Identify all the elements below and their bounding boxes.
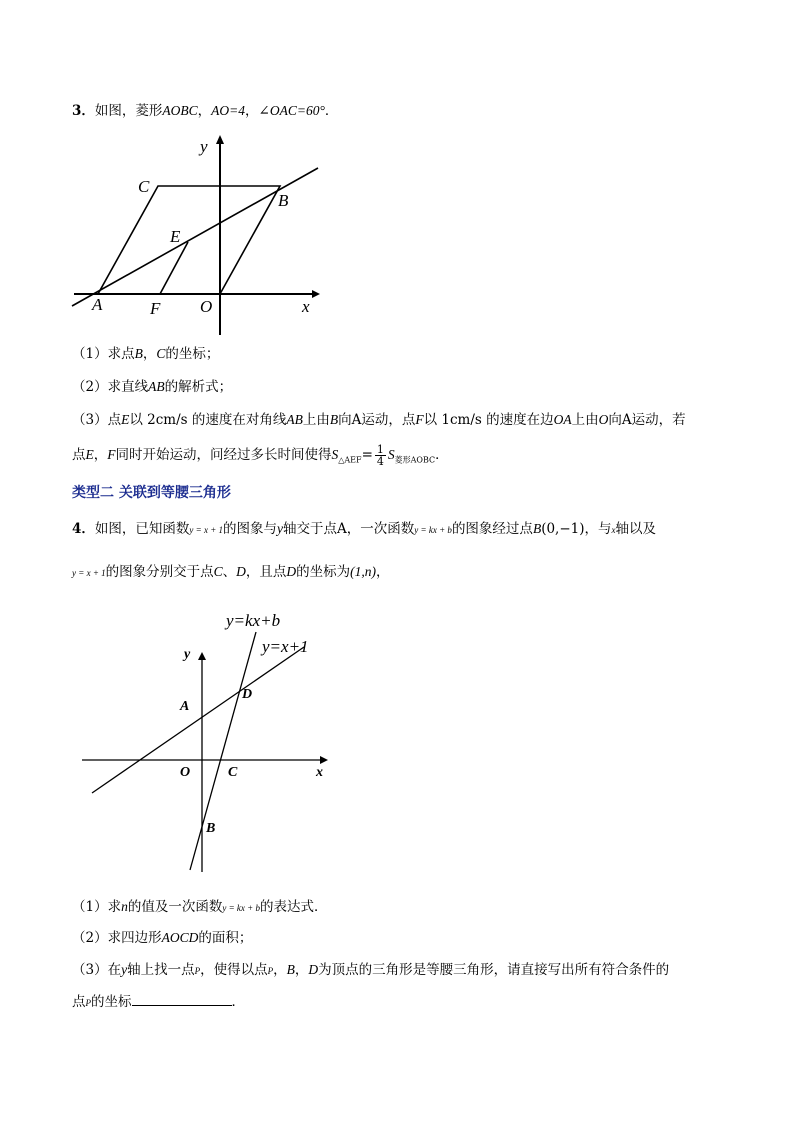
q4-stem-line1 [72, 519, 656, 540]
label-o: O [200, 297, 213, 316]
label-f: F [150, 299, 161, 318]
q3-figure [70, 130, 330, 340]
label-line1: y=kx+b [226, 611, 281, 630]
subscript: △AEF [338, 455, 362, 465]
fraction [375, 444, 386, 467]
formula: y = kx + b [222, 903, 260, 913]
q3-ao: AO=4 [211, 103, 246, 118]
label-y: y [184, 647, 191, 662]
var: S [387, 447, 395, 462]
q3-stem [72, 101, 338, 121]
text: ，使得以点 [200, 962, 268, 978]
text: （1）求 [72, 899, 122, 915]
segment-ef [160, 242, 188, 294]
frac-den: 4 [376, 455, 384, 468]
text: ， [273, 962, 287, 978]
q3-text: ． [324, 103, 339, 119]
text: 的值及一次函数 [127, 899, 223, 915]
y-arrow [198, 652, 206, 660]
var: E [85, 447, 94, 462]
q3-part2 [72, 377, 232, 397]
label-a: A [92, 295, 103, 314]
var: D [236, 564, 246, 579]
q3-part3-line2 [72, 444, 449, 471]
q3-text: ， [197, 103, 212, 119]
text: 的图象与 [223, 521, 278, 537]
line-x-plus-1 [92, 647, 304, 793]
section-heading: 类型二 关联到等腰三角形 [72, 485, 231, 501]
q3-rhombus: AOBC [162, 103, 198, 118]
text: ， [376, 564, 390, 580]
text: 的面积； [198, 930, 253, 946]
answer-blank[interactable] [132, 991, 232, 1006]
text: 的坐标 [91, 994, 132, 1010]
text: 的坐标； [165, 346, 220, 362]
var: E [121, 412, 130, 427]
label-o: O [180, 765, 191, 780]
q4-number: 4． [72, 521, 95, 537]
text: ． [435, 447, 449, 463]
q4-part3-line2 [72, 991, 245, 1013]
var: C [156, 346, 166, 361]
var: OA [553, 412, 572, 427]
text: 的图象分别交于点 [105, 564, 214, 580]
text: = [361, 447, 373, 463]
var: D [308, 962, 319, 977]
text: 点 [72, 447, 86, 463]
text: 、 [222, 564, 237, 580]
frac-num: 1 [376, 443, 384, 456]
label-d: D [242, 687, 253, 702]
text: 向A运动，点 [338, 412, 416, 428]
text: 上由 [302, 412, 330, 428]
label-b: B [206, 821, 216, 836]
label-line2: y=x+1 [262, 637, 309, 656]
label-a: A [180, 699, 190, 714]
var: P [85, 998, 91, 1008]
formula: y = x + 1 [189, 525, 224, 535]
q4-stem-line2 [72, 562, 390, 583]
var: F [107, 447, 116, 462]
var: B [532, 521, 542, 536]
text: （3）在 [72, 962, 122, 978]
q3-part3-line1 [72, 410, 686, 430]
text: 以 2cm/s 的速度在对角线 [129, 412, 287, 428]
text: ，与 [584, 521, 612, 537]
text: ， [142, 346, 157, 362]
var: AB [286, 412, 303, 427]
y-arrow [216, 135, 224, 144]
var: B [286, 962, 295, 977]
var: x [611, 525, 616, 535]
x-arrow [312, 290, 320, 298]
label-b: B [278, 191, 289, 210]
q4-part1 [72, 897, 327, 918]
var: B [134, 346, 143, 361]
q4-part3-line1 [72, 960, 669, 981]
label-x: x [316, 765, 323, 780]
q3-part1 [72, 344, 219, 364]
var: AOCD [161, 930, 199, 945]
subscript: 菱形AOBC [394, 455, 436, 465]
var: n [121, 899, 128, 914]
x-arrow [320, 756, 328, 764]
label-e: E [170, 227, 181, 246]
q3-angle: OAC=60° [269, 103, 325, 118]
q4-figure [70, 600, 350, 880]
text: 如图，已知函数 [94, 521, 190, 537]
var: P [194, 966, 201, 976]
text: 为顶点的三角形是等腰三角形，请直接写出所有符合条件的 [318, 962, 670, 978]
text: ， [294, 962, 309, 978]
q3-number: 3． [72, 103, 95, 119]
q4-part2 [72, 928, 252, 948]
formula: y = kx + b [414, 525, 452, 535]
var: P [267, 966, 274, 976]
text: 的解析式； [164, 379, 233, 395]
coord: (0,−1) [541, 521, 585, 537]
label-x: x [302, 297, 310, 316]
var: D [286, 564, 297, 579]
label-c: C [228, 765, 238, 780]
var: S [331, 447, 339, 462]
var: F [415, 412, 424, 427]
coord: (1,n) [350, 564, 377, 579]
q3-text: ，∠ [245, 103, 270, 119]
text: ， [93, 447, 108, 463]
var: B [329, 412, 339, 427]
text: 的图象经过点 [451, 521, 533, 537]
var: O [598, 412, 609, 427]
text: 以 1cm/s 的速度在边 [423, 412, 554, 428]
var: AB [148, 379, 165, 394]
text: 上由 [571, 412, 599, 428]
formula: y = x + 1 [72, 568, 106, 578]
text: （2）求四边形 [72, 930, 162, 946]
text: （2）求直线 [72, 379, 149, 395]
line-ab [72, 168, 318, 306]
q3-text: 如图，菱形 [94, 103, 163, 119]
label-y: y [200, 137, 208, 156]
label-c: C [138, 177, 150, 196]
var: y [121, 962, 128, 977]
line-kx-plus-b [190, 632, 256, 870]
var: C [213, 564, 223, 579]
text: 轴以及 [615, 521, 657, 537]
text: 同时开始运动，问经过多长时间使得 [115, 447, 332, 463]
text: 的表达式． [259, 899, 328, 915]
text: 向A运动，若 [608, 412, 686, 428]
text: 点 [72, 994, 86, 1010]
var: y [277, 521, 284, 536]
text: ． [231, 994, 245, 1010]
text: （1）求点 [72, 346, 135, 362]
text: ，且点 [245, 564, 287, 580]
text: 的坐标为 [296, 564, 351, 580]
text: 轴交于点A，一次函数 [283, 521, 415, 537]
text: （3）点 [72, 412, 122, 428]
text: 轴上找一点 [127, 962, 195, 978]
